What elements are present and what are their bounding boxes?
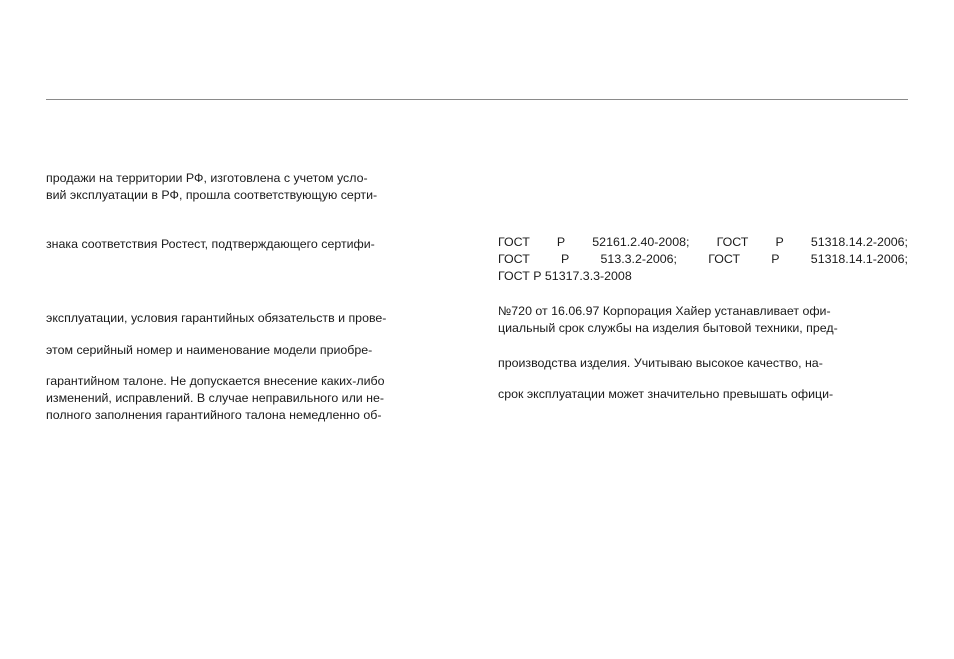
left-paragraph-sale-territory [46,170,456,204]
gost-line [498,234,908,251]
text-line: производства изделия. Учитываю высокое качество, на- [498,356,823,370]
gost-token: ГОСТ [708,252,741,266]
left-paragraph-warranty-conditions [46,310,456,327]
left-paragraph-serial-number [46,342,456,359]
right-paragraph-operating-period [498,386,908,403]
gost-token: ГОСТ [498,252,530,266]
gost-line: ГОСТ Р 51317.3.3-2008 [498,269,632,283]
text-line: вий эксплуатации в РФ, прошла соответствующую серти- [46,188,378,202]
text-line: изменений, исправлений. В случае неправильного или не- [46,391,385,405]
text-line: срок эксплуатации может значительно превышать офици- [498,387,834,401]
gost-token: Р [775,235,784,249]
gost-line [498,251,908,268]
text-line: №720 от 16.06.97 Корпорация Хайер устанавливает офи- [498,304,831,318]
right-paragraph-service-life [498,303,908,337]
gost-token: ГОСТ [716,235,749,249]
gost-token: 513.3.2-2006; [600,252,678,266]
header-rule [46,99,908,100]
gost-token: Р [556,235,566,249]
right-paragraph-quality [498,355,908,372]
right-paragraph-gost-standards [498,234,908,285]
gost-token: 52161.2.40-2008; [592,235,690,249]
left-paragraph-warranty-card [46,373,456,424]
text-line: знака соответствия Ростест, подтверждающего сертифи- [46,237,375,251]
left-paragraph-rostest [46,236,456,253]
text-line: циальный срок службы на изделия бытовой техники, пред- [498,321,838,335]
gost-token: Р [771,252,780,266]
text-line: продажи на территории РФ, изготовлена с учетом усло- [46,171,368,185]
gost-token: 51318.14.2-2006; [810,235,908,249]
gost-token: ГОСТ [498,235,530,249]
text-line: гарантийном талоне. Не допускается внесение каких-либо [46,374,385,388]
text-line: этом серийный номер и наименование модели приобре- [46,343,373,357]
gost-token: 51318.14.1-2006; [810,252,908,266]
text-line: эксплуатации, условия гарантийных обязательств и прове- [46,311,387,325]
text-line: полного заполнения гарантийного талона немедленно об- [46,408,382,422]
gost-token: Р [561,252,570,266]
